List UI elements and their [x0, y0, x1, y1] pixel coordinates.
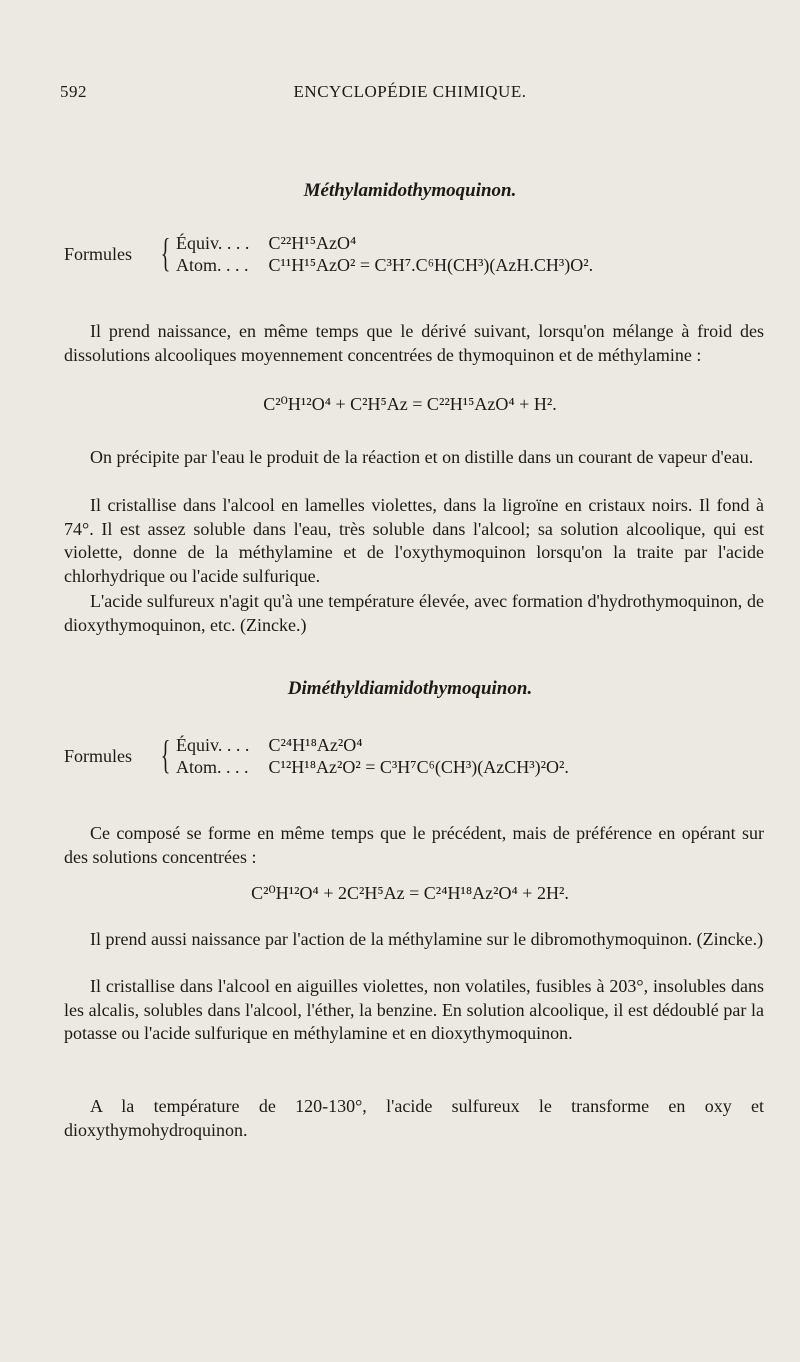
paragraph: L'acide sulfureux n'agit qu'à une température élevée, avec formation d'hydrothymoquinon, de dioxythymoquinon, etc. (Zincke.): [64, 591, 764, 635]
equiv-row: [176, 734, 363, 756]
atom-formula: C¹²H¹⁸Az²O² = C³H⁷C⁶(CH³)(AzCH³)²O².: [268, 757, 569, 777]
atom-row: [176, 756, 569, 778]
paragraph: Il prend aussi naissance par l'action de la méthylamine sur le dibromothymoquinon. (Zincke.): [90, 929, 764, 949]
paragraph: On précipite par l'eau le produit de la réaction et on distille dans un courant de vapeur d'eau.: [90, 447, 754, 467]
paragraph: A la température de 120-130°, l'acide sulfureux le transforme en oxy et dioxythymohydroquinon.: [64, 1096, 764, 1140]
running-title: ENCYCLOPÉDIE CHIMIQUE.: [293, 82, 527, 101]
equiv-row: [176, 232, 356, 254]
reaction-equation: C²⁰H¹²O⁴ + C²H⁵Az = C²²H¹⁵AzO⁴ + H².: [263, 394, 557, 414]
atom-row: [176, 254, 593, 276]
equiv-formula: C²²H¹⁵AzO⁴: [268, 233, 357, 253]
equiv-formula: C²⁴H¹⁸Az²O⁴: [268, 735, 363, 755]
paragraph: Il prend naissance, en même temps que le dérivé suivant, lorsqu'on mélange à froid des dissolutions alcooliques moyennement concentrées de thymoquinon et de méthylamine :: [64, 321, 764, 365]
equiv-label: Équiv. . . .: [176, 233, 250, 253]
atom-label: Atom. . . .: [176, 255, 249, 275]
paragraph: Il cristallise dans l'alcool en lamelles violettes, dans la ligroïne en cristaux noirs. Il fond à 74°. Il est assez soluble dans l'eau, très soluble dans l'alcool; sa solution alcoolique, qui est violette, donne de la méthylamine et de l'oxythymoquinon lorsqu'on la traite par l'acide chlorhydrique ou l'acide sulfurique.: [64, 495, 764, 586]
equiv-label: Équiv. . . .: [176, 735, 250, 755]
atom-formula: C¹¹H¹⁵AzO² = C³H⁷.C⁶H(CH³)(AzH.CH³)O².: [268, 255, 594, 275]
formulas-label: Formules: [64, 244, 133, 264]
section-title-methylamidothymoquinon: Méthylamidothymoquinon.: [303, 180, 517, 201]
brace-icon: {: [160, 230, 171, 275]
paragraph: Ce composé se forme en même temps que le précédent, mais de préférence en opérant sur des solutions concentrées :: [64, 823, 764, 867]
atom-label: Atom. . . .: [176, 757, 249, 777]
paragraph: Il cristallise dans l'alcool en aiguilles violettes, non volatiles, fusibles à 203°, insolubles dans les alcalis, solubles dans l'alcool, l'éther, la benzine. En solution alcoolique, il est dédoublé par la potasse ou l'acide sulfurique en méthylamine et en dioxythymoquinon.: [64, 976, 764, 1043]
brace-icon: {: [160, 732, 171, 777]
formulas-label: Formules: [64, 746, 133, 766]
page-number: 592: [60, 82, 87, 101]
reaction-equation: C²⁰H¹²O⁴ + 2C²H⁵Az = C²⁴H¹⁸Az²O⁴ + 2H².: [251, 883, 569, 903]
formulas-block-1: [64, 232, 764, 278]
formulas-block-2: [64, 734, 764, 780]
section-title-dimethyldiamidothymoquinon: Diméthyldiamidothymoquinon.: [287, 678, 533, 699]
